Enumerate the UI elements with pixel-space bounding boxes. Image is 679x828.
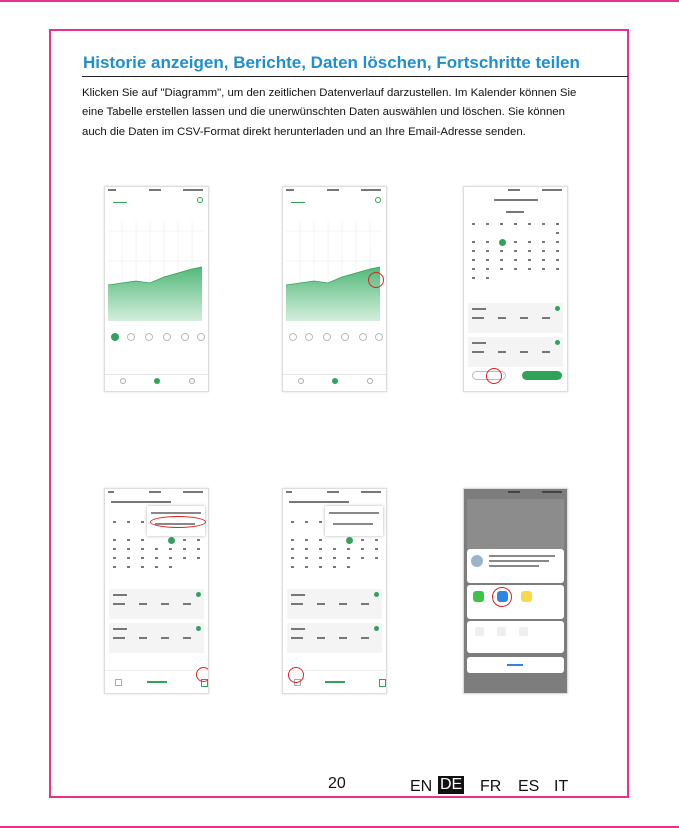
compare-button[interactable]	[522, 371, 562, 380]
muscle-metric-icon[interactable]	[359, 333, 367, 341]
lang-es[interactable]: ES	[518, 778, 540, 795]
water-metric-icon[interactable]	[163, 333, 171, 341]
screenshot-chart-week-view-last-point	[282, 186, 387, 392]
lang-it[interactable]: IT	[554, 778, 569, 795]
bottom-nav	[105, 374, 208, 391]
refresh-icon	[375, 197, 381, 203]
metric-icons	[283, 333, 386, 345]
water-metric-icon[interactable]	[341, 333, 349, 341]
weight-area-chart	[108, 221, 204, 321]
selected-day[interactable]	[499, 239, 506, 246]
title-underline	[82, 76, 628, 77]
screenshot-calendar-popup-menu-alt	[282, 488, 387, 694]
data-card[interactable]	[468, 337, 563, 367]
status-bar	[283, 489, 386, 495]
share-apps-row	[467, 585, 564, 619]
copy-icon[interactable]	[475, 627, 484, 636]
fat-metric-icon[interactable]	[323, 333, 331, 341]
weight-metric-icon[interactable]	[111, 333, 119, 341]
status-bar	[283, 187, 386, 193]
status-bar	[464, 187, 567, 193]
bone-metric-icon[interactable]	[375, 333, 383, 341]
highlight-mail-app	[492, 587, 512, 607]
nav-user-icon[interactable]	[189, 378, 195, 384]
refresh-icon	[197, 197, 203, 203]
body-paragraph	[82, 84, 630, 142]
options-popup	[325, 506, 383, 536]
body-line-1: Klicken Sie auf "Diagramm", um den zeitlichen Datenverlauf darzustellen. Im Kalender können Sie	[82, 87, 577, 99]
selected-day[interactable]	[346, 537, 353, 544]
lang-de[interactable]: DE	[440, 776, 463, 793]
data-card[interactable]	[109, 623, 204, 653]
nav-chart-icon[interactable]	[332, 378, 338, 384]
compare-link[interactable]	[325, 681, 345, 683]
tab-week	[291, 197, 305, 203]
screenshot-calendar-popup-menu	[104, 488, 209, 694]
messages-app-icon[interactable]	[473, 591, 484, 602]
bottom-bar	[105, 670, 208, 693]
status-bar	[105, 187, 208, 193]
share-preview-card	[467, 549, 564, 583]
period-tabs	[283, 197, 386, 205]
highlight-trash-icon	[196, 667, 209, 682]
fat-metric-icon[interactable]	[145, 333, 153, 341]
status-bar	[105, 489, 208, 495]
tab-week	[113, 197, 127, 203]
share-actions-row	[467, 621, 564, 653]
weight-area-chart	[286, 221, 382, 321]
period-tabs	[105, 197, 208, 205]
data-card[interactable]	[287, 589, 382, 619]
body-line-2: eine Tabelle erstellen lassen und die unerwünschten Daten auswählen und löschen. Sie können	[82, 106, 565, 119]
highlight-export-icon	[288, 667, 304, 683]
highlight-delete-button	[486, 368, 502, 384]
lang-en[interactable]: EN	[410, 778, 433, 795]
body-line-3: auch die Daten im CSV-Format direkt herunterladen und an Ihre Email-Adresse senden.	[82, 125, 526, 138]
save-to-files-icon[interactable]	[497, 627, 506, 636]
screenshot-calendar-select-data	[463, 186, 568, 392]
nav-measure-icon[interactable]	[298, 378, 304, 384]
nav-chart-icon[interactable]	[154, 378, 160, 384]
data-card[interactable]	[109, 589, 204, 619]
screenshot-chart-week-view	[104, 186, 209, 392]
nav-user-icon[interactable]	[367, 378, 373, 384]
app-logo-icon	[471, 555, 483, 567]
bone-metric-icon[interactable]	[197, 333, 205, 341]
calendar-header	[111, 501, 171, 503]
compare-link[interactable]	[147, 681, 167, 683]
calendar-grid	[470, 221, 562, 284]
section-title: Historie anzeigen, Berichte, Daten löschen, Fortschritte teilen	[83, 53, 580, 72]
data-card[interactable]	[468, 303, 563, 333]
calendar-icon[interactable]	[115, 679, 122, 686]
data-card[interactable]	[287, 623, 382, 653]
bmi-metric-icon[interactable]	[127, 333, 135, 341]
calendar-header	[494, 199, 538, 201]
dimmed-calendar	[467, 499, 564, 549]
notes-app-icon[interactable]	[521, 591, 532, 602]
status-bar	[464, 489, 567, 495]
highlight-last-point	[368, 272, 384, 288]
more-icon[interactable]	[519, 627, 528, 636]
cancel-button[interactable]	[467, 657, 564, 673]
lang-fr[interactable]: FR	[480, 778, 502, 795]
nav-measure-icon[interactable]	[120, 378, 126, 384]
weight-metric-icon[interactable]	[289, 333, 297, 341]
screenshot-share-sheet	[463, 488, 568, 694]
metric-icons	[105, 333, 208, 345]
page-number: 20	[328, 775, 346, 792]
bottom-nav	[283, 374, 386, 391]
bmi-metric-icon[interactable]	[305, 333, 313, 341]
calendar-header	[289, 501, 349, 503]
selected-day[interactable]	[168, 537, 175, 544]
trash-icon[interactable]	[379, 679, 386, 687]
month-label	[506, 211, 524, 213]
highlight-popup-item	[150, 516, 206, 528]
top-pink-line	[0, 0, 679, 2]
muscle-metric-icon[interactable]	[181, 333, 189, 341]
